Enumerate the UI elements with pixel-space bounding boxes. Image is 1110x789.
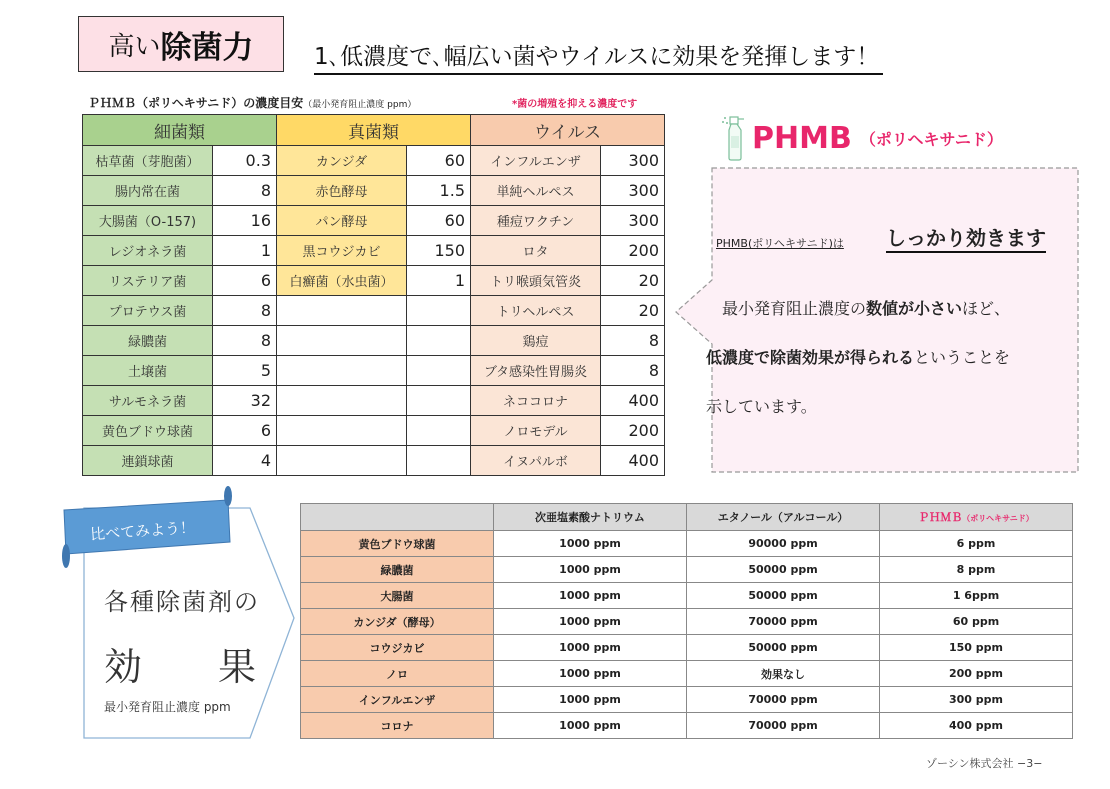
mic-table-row [83,296,665,326]
phmb-heading [722,114,1003,162]
virus-name: 種痘ワクチン [471,206,601,236]
naclo-value: 1000 ppm [494,635,687,661]
bacteria-value: 1 [213,236,277,266]
bacteria-value: 8 [213,296,277,326]
bacteria-name: 連鎖球菌 [83,446,213,476]
virus-value: 8 [601,356,665,386]
callout-line-2-bold: 低濃度で除菌効果が得られる [706,348,915,367]
callout-line-2 [706,345,1010,368]
compare-table-row [301,557,1073,583]
bacteria-value: 6 [213,266,277,296]
bacteria-value: 32 [213,386,277,416]
phmb-value: 1 6ppm [880,583,1073,609]
bacteria-value: 16 [213,206,277,236]
organism-label: コウジカビ [301,635,494,661]
ethanol-value: 70000 ppm [687,713,880,739]
organism-label: カンジダ（酵母） [301,609,494,635]
virus-name: 鶏痘 [471,326,601,356]
callout-line-1-pre: 最小発育阻止濃度の [722,299,867,318]
fungi-name [277,386,407,416]
virus-value: 300 [601,176,665,206]
compare-header-ethanol: エタノール（アルコール） [687,504,880,531]
ethanol-value: 90000 ppm [687,531,880,557]
fungi-value: 60 [407,206,471,236]
bacteria-name: 腸内常在菌 [83,176,213,206]
virus-name: ブタ感染性胃腸炎 [471,356,601,386]
bacteria-name: サルモネラ菌 [83,386,213,416]
ethanol-value: 50000 ppm [687,635,880,661]
mic-table-row [83,416,665,446]
compare-table-header [301,504,1073,531]
compare-table-body [301,531,1073,739]
ethanol-value: 50000 ppm [687,557,880,583]
bacteria-value: 4 [213,446,277,476]
virus-value: 400 [601,386,665,416]
fungi-name [277,356,407,386]
phmb-value: 8 ppm [880,557,1073,583]
virus-name: イヌパルボ [471,446,601,476]
ethanol-value: 70000 ppm [687,609,880,635]
fungi-name: パン酵母 [277,206,407,236]
virus-value: 300 [601,206,665,236]
compare-header-phmb [880,504,1073,531]
card-heading: 各種除菌剤の [104,588,260,616]
naclo-value: 1000 ppm [494,609,687,635]
fungi-name [277,416,407,446]
mic-caption-sub: （最小発育阻止濃度 ppm） [303,100,417,110]
virus-name: トリヘルペス [471,296,601,326]
fungi-value [407,386,471,416]
fungi-name: カンジダ [277,146,407,176]
bacteria-name: 黄色ブドウ球菌 [83,416,213,446]
card-kanji-2: 果 [218,645,257,689]
naclo-value: 1000 ppm [494,661,687,687]
fungi-value: 1 [407,266,471,296]
compare-header-phmb-sub: （ポリヘキサニド） [962,514,1034,523]
naclo-value: 1000 ppm [494,531,687,557]
mic-caption-main: ＰＨＭＢ（ポリヘキサニド）の濃度目安 [88,96,304,110]
title-badge-emphasis: 除菌力 [160,29,254,66]
compare-table-row [301,531,1073,557]
compare-table-row [301,609,1073,635]
phmb-title-sub: （ポリヘキサニド） [859,129,1003,149]
naclo-value: 1000 ppm [494,687,687,713]
bacteria-name: リステリア菌 [83,266,213,296]
mic-table-note: *菌の増殖を抑える濃度です [512,99,638,110]
title-badge [78,16,284,72]
virus-value: 200 [601,416,665,446]
phmb-value: 150 ppm [880,635,1073,661]
callout-small-text: PHMB(ポリヘキサニド)は [716,237,844,250]
ribbon-label: 比べてみよう！ [89,518,196,544]
group-header-fungi: 真菌類 [277,115,471,146]
fungi-value [407,296,471,326]
mic-table-row [83,206,665,236]
mic-table-row [83,146,665,176]
fungi-value [407,446,471,476]
compare-table-row [301,687,1073,713]
fungi-name: 赤色酵母 [277,176,407,206]
mic-table-body [83,146,665,476]
fungi-value: 1.5 [407,176,471,206]
ethanol-value: 効果なし [687,661,880,687]
fungi-value [407,416,471,446]
compare-header-naclo: 次亜塩素酸ナトリウム [494,504,687,531]
spray-bottle-icon [722,114,746,162]
virus-name: ネココロナ [471,386,601,416]
callout-line-1 [722,296,1010,319]
virus-value: 200 [601,236,665,266]
organism-label: 黄色ブドウ球菌 [301,531,494,557]
mic-table-caption [88,94,416,111]
compare-table-row [301,661,1073,687]
mic-table-row [83,266,665,296]
bacteria-name: プロテウス菌 [83,296,213,326]
virus-name: ロタ [471,236,601,266]
compare-table-row [301,583,1073,609]
card-kanji-1: 効 [104,645,143,689]
phmb-value: 400 ppm [880,713,1073,739]
fungi-value: 60 [407,146,471,176]
title-badge-prefix: 高い [108,31,161,62]
organism-label: コロナ [301,713,494,739]
bacteria-value: 5 [213,356,277,386]
virus-name: 単純ヘルペス [471,176,601,206]
phmb-value: 6 ppm [880,531,1073,557]
fungi-name [277,296,407,326]
callout-line-1-bold: 数値が小さい [866,299,963,318]
bacteria-value: 8 [213,326,277,356]
callout-line-3: 示しています。 [706,397,817,416]
mic-table-row [83,386,665,416]
bacteria-name: 枯草菌（芽胞菌） [83,146,213,176]
bacteria-name: 土壌菌 [83,356,213,386]
virus-name: ノロモデル [471,416,601,446]
bacteria-value: 8 [213,176,277,206]
fungi-name: 黒コウジカビ [277,236,407,266]
virus-name: インフルエンザ [471,146,601,176]
phmb-value: 300 ppm [880,687,1073,713]
fungi-value [407,356,471,386]
ethanol-value: 70000 ppm [687,687,880,713]
bacteria-name: 緑膿菌 [83,326,213,356]
fungi-value [407,326,471,356]
callout-shape [672,164,1082,476]
compare-table-row [301,635,1073,661]
virus-name: トリ喉頭気管炎 [471,266,601,296]
organism-label: ノロ [301,661,494,687]
compare-table-row [301,713,1073,739]
mic-table-row [83,356,665,386]
mic-table-row [83,446,665,476]
virus-value: 20 [601,296,665,326]
ethanol-value: 50000 ppm [687,583,880,609]
compare-header-phmb-main: ＰＨＭＢ [918,511,963,524]
compare-table [300,503,1073,739]
mic-table-row [83,326,665,356]
group-header-bacteria: 細菌類 [83,115,277,146]
virus-value: 20 [601,266,665,296]
mic-table [82,114,665,476]
fungi-name [277,446,407,476]
naclo-value: 1000 ppm [494,557,687,583]
organism-label: 大腸菌 [301,583,494,609]
callout-big-text: しっかり効きます [886,222,1046,253]
virus-value: 8 [601,326,665,356]
bacteria-value: 6 [213,416,277,446]
fungi-name: 白癬菌（水虫菌） [277,266,407,296]
phmb-value: 60 ppm [880,609,1073,635]
footer-company-page: ゾーシン株式会社 −3− [926,757,1043,770]
virus-value: 400 [601,446,665,476]
organism-label: 緑膿菌 [301,557,494,583]
bacteria-value: 0.3 [213,146,277,176]
phmb-callout [672,164,1082,476]
callout-line-1-post: ほど、 [962,299,1011,318]
card-unit: 最小発育阻止濃度 ppm [104,700,231,714]
page-headline: 1､低濃度で､幅広い菌やウイルスに効果を発揮します！ [314,38,883,75]
fungi-value: 150 [407,236,471,266]
organism-label: インフルエンザ [301,687,494,713]
fungi-name [277,326,407,356]
naclo-value: 1000 ppm [494,713,687,739]
compare-header-blank [301,504,494,531]
phmb-value: 200 ppm [880,661,1073,687]
group-header-virus: ウイルス [471,115,665,146]
bacteria-name: 大腸菌（O-157) [83,206,213,236]
phmb-title: PHMB [752,120,852,156]
virus-value: 300 [601,146,665,176]
mic-table-row [83,236,665,266]
callout-line-2-post: ということを [914,348,1011,367]
mic-table-row [83,176,665,206]
naclo-value: 1000 ppm [494,583,687,609]
bacteria-name: レジオネラ菌 [83,236,213,266]
